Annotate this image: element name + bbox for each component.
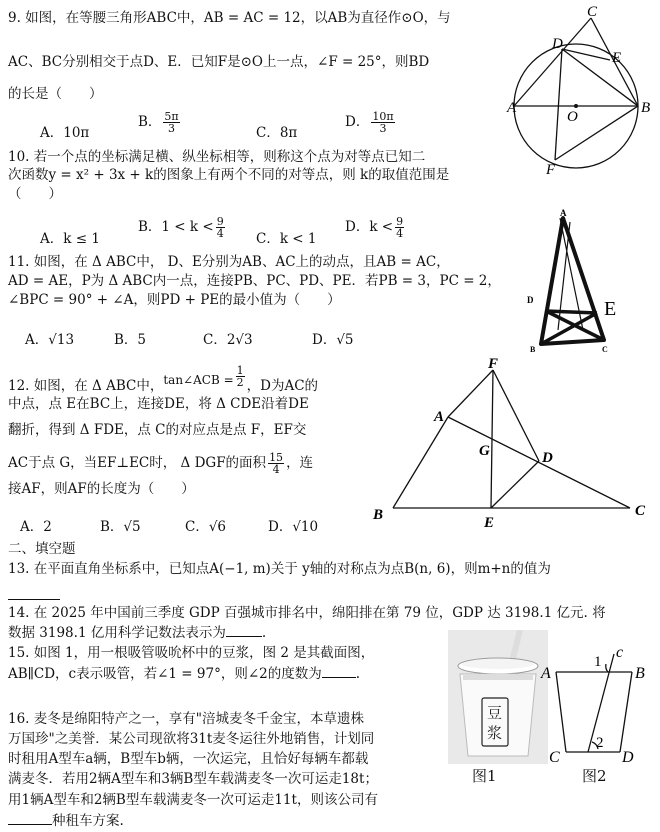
q10-line1: 10. 若一个点的坐标满足横、纵坐标相等，则称这个点为对等点已知二 [8,149,426,165]
q12-tan-denominator: 2 [236,376,244,389]
q9-option-a: A．10π [40,125,90,141]
q15-fig1-cup-photo [448,630,548,764]
q9-option-b-numerator: 5π [164,110,179,123]
q10-option-b [138,215,227,239]
q9-label-b: B [641,100,651,116]
q15-answer-blank [322,665,356,678]
q10-line2: 次函数y = x² + 3x + k的图象上有两个不同的对等点，则 k的取值范围是 [8,167,450,183]
q12-label-c: C [635,503,646,519]
q9-label-c: C [587,4,598,20]
q12-label-g: G [479,443,490,459]
q9-option-b [138,110,182,134]
q16-line6-text: 种租车方案. [52,813,124,829]
q11-option-c: C．2√3 [203,332,253,348]
q15-fig1-caption: 图1 [472,767,497,785]
q10-label-a: A [560,208,567,218]
q14-line2 [8,624,266,641]
q10-option-a: A．k ≤ 1 [40,231,100,247]
q10-option-b-fraction [216,216,225,239]
q9-option-d [345,110,397,134]
q12-tan-fraction [236,365,245,388]
q16-line3: 时租用A型车a辆，B型车b辆，一次运完，且恰好每辆车都载 [8,751,369,767]
q15-line2-text: AB∥CD，c表示吸管，若∠1 = 97°，则∠2的度数为 [8,666,322,682]
q14-answer-blank [226,624,262,637]
q9-figure-circle-triangle [505,0,660,180]
q10-option-b-letter: B． [138,219,162,235]
q10-option-d-numerator: 9 [396,215,404,228]
q11-option-b: B．5 [114,332,147,348]
q12-line5: 接AF，则AF的长度为（ ） [8,481,195,497]
q9-label-o: O [567,109,578,125]
q11-option-d: D．√5 [312,332,354,348]
q15-fig2-label-a: A [541,665,551,682]
q14-line2-text: 数据 3198.1 亿用科学记数法表示为 [8,625,226,641]
q12-option-c: C．√6 [185,519,227,535]
q10-option-d [345,215,406,239]
q13-answer-blank [8,585,60,600]
q9-line2: AC、BC分别相交于点D、E．已知F是⊙O上一点，∠F = 25°，则BD [8,54,430,70]
q12-option-a: A．2 [20,519,52,535]
q15-cup-text-dou: 豆 [487,706,503,722]
q10-option-c: C．k < 1 [256,231,317,247]
q12-line1-pre: 12. 如图，在 Δ ABC中， [8,378,164,394]
q16-line5: 用1辆A型车和2辆B型车载满麦冬一次可运走11t，则该公司有 [8,792,378,808]
q12-line3: 翻折，得到 Δ FDE，点 C的对应点是点 F，EF交 [8,422,307,438]
q10-figure-triangle [505,205,645,355]
q10-line3: （ ） [8,186,62,202]
q12-label-d: D [542,450,553,466]
q9-option-d-denominator: 3 [379,122,387,135]
q16-line1: 16. 麦冬是绵阳特产之一，享有"涪城麦冬千金宝，本草遗株 [8,711,364,727]
q9-label-e: E [612,50,622,66]
q16-line2: 万国珍"之美誉．某公司现欲将31t麦冬运往外地销售，计划同 [8,731,375,747]
q15-line2-period: . [355,666,361,682]
q12-figure-fold [365,355,660,530]
q12-area-denominator: 4 [272,463,280,476]
q12-label-a: A [434,409,445,425]
q10-label-d: D [527,295,534,305]
q15-fig2-label-c-line: c [616,644,624,661]
q10-label-c: C [602,345,608,354]
q9-line3: 的长是（ ） [8,86,103,102]
q12-label-e: E [484,515,495,530]
q15-line2 [8,665,360,682]
q11-line2: AD = AE，P为 Δ ABC内一点，连接PB、PC、PD、PE．若PB = 3，PC = 2， [8,273,501,289]
q12-area-fraction [268,452,284,475]
q12-area-numerator: 15 [269,451,284,464]
q10-label-b: B [530,345,536,354]
q15-fig2-label-1: 1 [594,654,602,670]
q9-label-a: A [507,100,517,116]
q9-option-b-denominator: 3 [168,122,176,135]
q10-option-d-expr: k < [369,219,394,235]
q9-line1: 9. 如图，在等腰三角形ABC中，AB = AC = 12，以AB为直径作⊙O，与 [8,10,451,26]
q12-line4 [8,452,313,475]
q10-label-e: E [604,298,617,320]
q9-option-d-fraction [371,111,394,134]
q12-line4-pre: AC于点 G，当EF⊥EC时， Δ DGF的面积 [8,455,267,471]
q10-option-b-expr: 1 < k < [161,219,214,235]
q12-line1 [8,365,318,394]
q11-option-a: A．√13 [25,332,75,348]
q12-option-b: B．√5 [100,519,141,535]
q14-line1: 14. 在 2025 年中国前三季度 GDP 百强城市排名中，绵阳排在第 79 位，GDP 达 3198.1 亿元. 将 [8,605,606,621]
q11-line3: ∠BPC = 90° + ∠A，则PD + PE的最小值为（ ） [8,292,341,308]
q11-line1: 11. 如图，在 Δ ABC中， D、E分别为AB、AC上的动点，且AB = AC， [8,254,450,270]
q9-label-d: D [552,36,563,52]
q15-fig2-label-c: C [549,749,560,766]
q15-fig2-label-d: D [622,749,634,766]
q9-option-d-letter: D． [345,114,370,130]
q14-line2-period: . [261,625,267,641]
q10-option-d-denominator: 4 [396,227,404,240]
q15-cup-text-jiang: 浆 [487,726,503,742]
q12-tan-numerator: 1 [236,364,244,377]
q15-fig2-caption: 图2 [582,767,607,785]
q16-answer-blank [8,812,52,825]
q12-option-d: D．√10 [268,519,319,535]
q12-line1-tan: tan∠ACB = [163,373,234,387]
q12-label-b: B [373,507,384,523]
q10-option-b-numerator: 9 [216,215,224,228]
q15-fig2-label-b: B [635,665,645,682]
q16-line4: 满麦冬．若用2辆A型车和3辆B型车载满麦冬一次可运走18t； [8,771,378,787]
q10-option-b-denominator: 4 [216,227,224,240]
q15-line1: 15. 如图 1，用一根吸管吸吮杯中的豆浆，图 2 是其截面图， [8,645,375,661]
q12-line1-post: ，D为AC的 [246,378,319,394]
q10-option-d-letter: D． [345,219,370,235]
q15-fig2-label-2: 2 [596,735,604,751]
q10-option-d-fraction [395,216,404,239]
q12-line4-post: ，连 [286,455,314,471]
q9-option-b-letter: B． [138,114,162,130]
q15-fig2-cross-section [535,640,660,785]
q12-line2: 中点，点 E在BC上，连接DE，将 Δ CDE沿着DE [8,396,309,412]
q13-line1: 13. 在平面直角坐标系中，已知点A(−1, m)关于 y轴的对称点为点B(n, 6)，则m+n的值为 [8,561,551,577]
q9-option-b-fraction [163,111,179,134]
q9-option-c: C．8π [256,125,298,141]
q12-label-f: F [488,356,499,372]
q9-label-f: F [546,162,556,178]
q16-line6 [8,812,124,829]
q9-option-d-numerator: 10π [372,110,394,123]
section-title-fill-in: 二、填空题 [8,541,76,557]
